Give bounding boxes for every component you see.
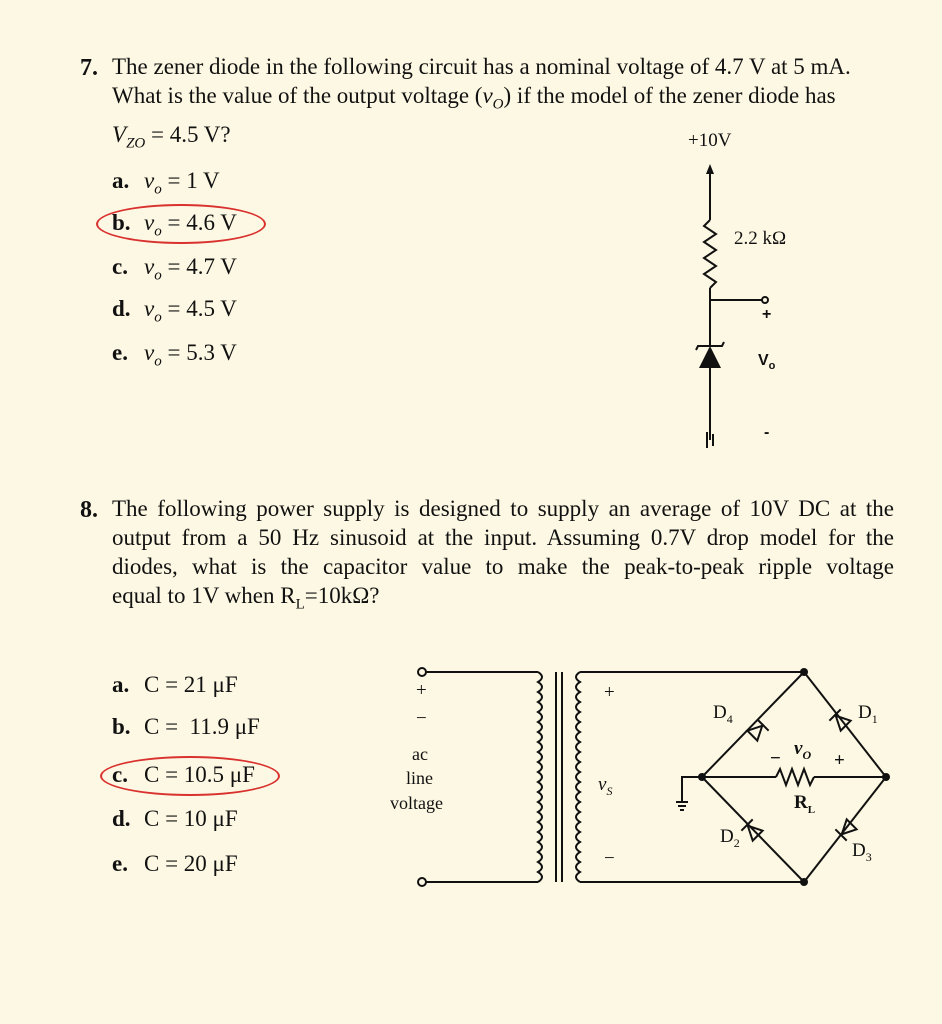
q7-line2: What is the value of the output voltage $(v_O)$ if the model of the zener diode has bbox=[112, 83, 836, 113]
q8-line3: diodes, what is the capacitor value to make the peak-to-peak ripple voltage bbox=[112, 554, 894, 579]
q7-answer-circle bbox=[96, 204, 266, 244]
vo-plus-label: + bbox=[762, 306, 772, 323]
vo-label: $v_O$ bbox=[794, 738, 812, 762]
resistor-label: 2.2 kΩ bbox=[734, 228, 787, 249]
q7-option-d[interactable]: d. $v_o = 4.5$ V bbox=[112, 296, 237, 326]
diode-d4 bbox=[747, 719, 769, 741]
q7-line1: The zener diode in the following circuit has a nominal voltage of 4.7 V at 5 mA. bbox=[112, 54, 851, 79]
zener-circuit bbox=[680, 160, 800, 460]
node-left bbox=[698, 773, 706, 781]
q7-option-e[interactable]: e. $v_o = 5.3$ V bbox=[112, 340, 237, 370]
zener-triangle bbox=[699, 346, 721, 368]
ac-label: ac bbox=[412, 744, 428, 764]
d3-label: $D_3$ bbox=[852, 840, 872, 864]
q8-option-b[interactable]: b. C = 11.9 μF bbox=[112, 714, 260, 739]
sec-plus-label: + bbox=[604, 682, 615, 703]
q8-line1: The following power supply is designed to supply an average of 10V DC at the bbox=[112, 496, 894, 521]
vo-minus-label: − bbox=[770, 748, 781, 769]
bridge-bottom-left-arm bbox=[702, 777, 804, 882]
node-bottom bbox=[800, 878, 808, 886]
q8-line4: equal to 1V when $R_L=10k\Omega$? bbox=[112, 583, 380, 613]
ac-minus-label: − bbox=[416, 708, 427, 729]
vs-label: $v_S$ bbox=[598, 774, 613, 798]
ac-plus-label: + bbox=[416, 680, 427, 701]
d2-label: $D_2$ bbox=[720, 826, 740, 850]
bridge-bottom-right-arm bbox=[804, 777, 886, 882]
supply-arrowhead bbox=[706, 164, 714, 174]
q8-option-c[interactable]: c. C = 10.5 μF bbox=[112, 762, 255, 787]
q7-number: 7. bbox=[80, 55, 98, 81]
sec-minus-label: − bbox=[604, 848, 615, 869]
q7-option-b[interactable]: b. $v_o = 4.6$ V bbox=[112, 210, 237, 240]
q8-text bbox=[112, 494, 894, 620]
vo-minus-label: - bbox=[764, 424, 770, 441]
q7-text bbox=[112, 52, 894, 158]
line-label: line bbox=[406, 768, 433, 788]
vo-plus-label: + bbox=[834, 750, 845, 771]
q8-option-e[interactable]: e. C = 20 μF bbox=[112, 851, 238, 876]
primary-coil bbox=[538, 672, 542, 882]
q8-option-d[interactable]: d. C = 10 μF bbox=[112, 806, 238, 831]
primary-bottom-terminal bbox=[418, 878, 426, 886]
load-resistor bbox=[776, 769, 814, 785]
q8-number: 8. bbox=[80, 497, 98, 523]
q8-line2: output from a 50 Hz sinusoid at the input. Assuming 0.7V drop model for the bbox=[112, 525, 894, 550]
q7-option-c[interactable]: c. $v_o = 4.7$ V bbox=[112, 254, 237, 284]
q8-option-a[interactable]: a. C = 21 μF bbox=[112, 672, 238, 697]
node-right bbox=[882, 773, 890, 781]
supply-label: +10V bbox=[688, 130, 732, 151]
resistor-zigzag bbox=[704, 220, 716, 288]
q7-option-a[interactable]: a. $v_o = 1$ V bbox=[112, 168, 220, 198]
node-top bbox=[800, 668, 808, 676]
primary-top-terminal bbox=[418, 668, 426, 676]
voltage-label: voltage bbox=[390, 793, 443, 813]
d4-label: $D_4$ bbox=[713, 702, 733, 726]
rl-label: $R_L$ bbox=[794, 792, 816, 816]
q7-line3: $V_{ZO} = 4.5$ V? bbox=[112, 121, 231, 152]
secondary-coil bbox=[576, 672, 580, 882]
d1-label: $D_1$ bbox=[858, 702, 878, 726]
output-terminal bbox=[762, 297, 768, 303]
ground-lead bbox=[682, 777, 702, 802]
vo-label: $V_o$ bbox=[758, 352, 776, 373]
q8-answer-circle bbox=[100, 756, 280, 796]
bridge-circuit bbox=[400, 660, 900, 900]
